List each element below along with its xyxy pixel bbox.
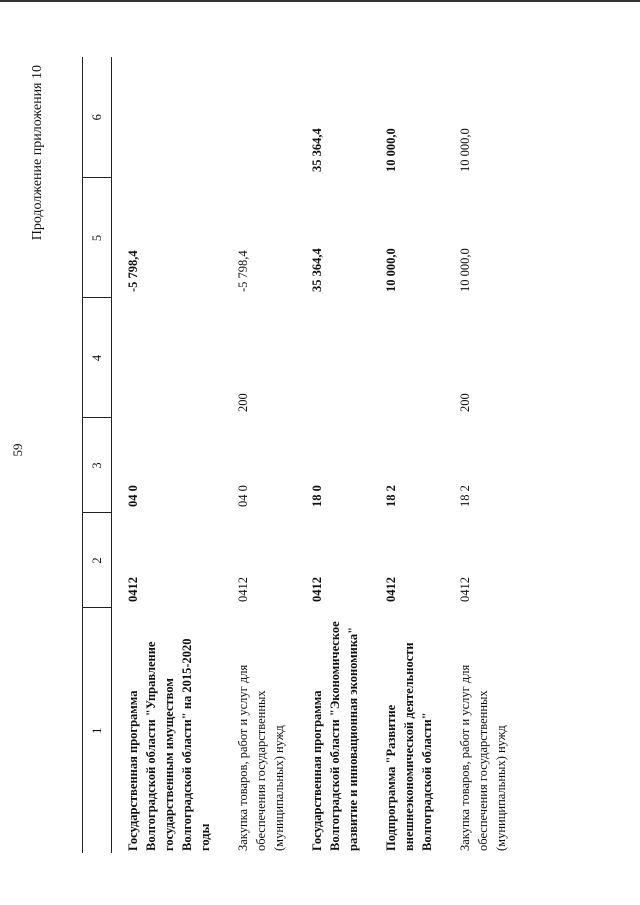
page-number: 59 <box>10 443 25 457</box>
section-cell: 0412 <box>458 577 472 602</box>
row-name-cell: Подпрограмма "Развитие внешнеэкономической деятельности Волгоградской области" <box>384 642 434 851</box>
target-cell: 04 0 <box>126 485 140 507</box>
column-header-5: 5 <box>83 178 112 298</box>
table-row <box>112 57 223 853</box>
expense-type-cell <box>296 298 370 418</box>
target-cell: 18 0 <box>310 485 324 507</box>
table-row <box>222 57 296 853</box>
table-header-row <box>83 57 112 853</box>
expense-type-cell <box>112 298 223 418</box>
table-row <box>296 57 370 853</box>
expense-type-cell: 200 <box>236 393 250 412</box>
table-row <box>370 57 444 853</box>
amount-5-cell: -5 798,4 <box>126 250 140 292</box>
section-cell: 0412 <box>236 577 250 602</box>
row-name-cell: Государственная программа Волгоградской области "Экономическое развитие и инновационная экономика" <box>310 621 360 851</box>
column-header-2: 2 <box>83 513 112 608</box>
budget-table <box>82 57 518 853</box>
column-header-1: 1 <box>83 608 112 853</box>
row-name-cell: Закупка товаров, работ и услуг для обеспечения государственных (муниципальных) нужд <box>236 664 286 851</box>
section-cell: 0412 <box>126 577 140 602</box>
expense-type-cell <box>370 298 444 418</box>
section-cell: 0412 <box>310 577 324 602</box>
amount-5-cell: 10 000,0 <box>384 248 398 292</box>
expense-type-cell: 200 <box>458 393 472 412</box>
amount-6-cell: 10 000,0 <box>458 128 472 172</box>
amount-6-cell: 10 000,0 <box>384 128 398 172</box>
row-name-cell: Государственная программа Волгоградской области "Управление государственным имуществом Волгоградской области" на 2015-2020 годы <box>126 638 212 851</box>
amount-6-cell <box>222 57 296 178</box>
target-cell: 18 2 <box>384 485 398 507</box>
amount-6-cell: 35 364,4 <box>310 128 324 172</box>
amount-5-cell: 35 364,4 <box>310 248 324 292</box>
target-cell: 18 2 <box>458 485 472 507</box>
amount-5-cell: -5 798,4 <box>236 250 250 292</box>
column-header-4: 4 <box>83 298 112 418</box>
appendix-caption: Продолжение приложения 10 <box>30 65 45 241</box>
target-cell: 04 0 <box>236 485 250 507</box>
amount-5-cell: 10 000,0 <box>458 248 472 292</box>
table-row <box>444 57 518 853</box>
section-cell: 0412 <box>384 577 398 602</box>
column-header-6: 6 <box>83 57 112 178</box>
row-name-cell: Закупка товаров, работ и услуг для обеспечения государственных (муниципальных) нужд <box>458 664 508 851</box>
column-header-3: 3 <box>83 418 112 513</box>
amount-6-cell <box>112 57 223 178</box>
